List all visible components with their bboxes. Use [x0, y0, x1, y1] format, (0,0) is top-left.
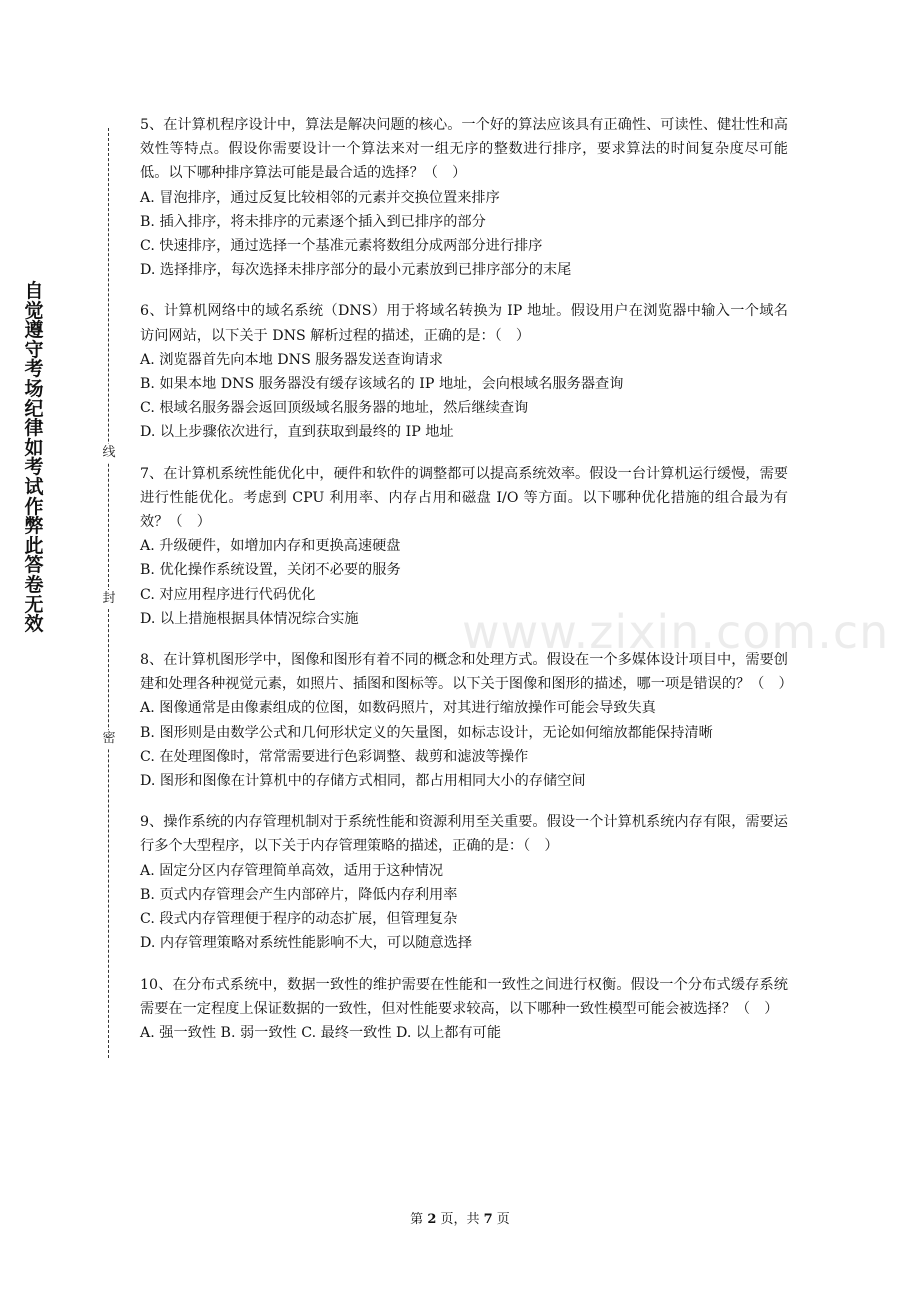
watermark: www.zixin.com.cn	[462, 605, 890, 659]
binding-mark-seal: 封	[102, 591, 116, 606]
option-d: D. 内存管理策略对系统性能影响不大，可以随意选择	[140, 935, 473, 952]
footer-prefix: 第	[410, 1212, 428, 1227]
question-6	[140, 299, 788, 444]
option-d: D. 图形和图像在计算机中的存储方式相同，都占用相同大小的存储空间	[140, 773, 586, 790]
question-7	[140, 462, 788, 631]
option-c: C. 对应用程序进行代码优化	[140, 586, 316, 603]
binding-mark-line: 线	[102, 445, 116, 460]
option-c: C. 快速排序，通过选择一个基准元素将数组分成两部分进行排序	[140, 238, 543, 255]
option-b: B. 图形则是由数学公式和几何形状定义的矢量图，如标志设计，无论如何缩放都能保持清晰	[140, 724, 713, 741]
option-a: A. 固定分区内存管理简单高效，适用于这种情况	[140, 862, 444, 879]
inline-options: A. 强一致性 B. 弱一致性 C. 最终一致性 D. 以上都有可能	[140, 1024, 502, 1041]
exam-discipline-notice: 自觉遵守考场纪律如考试作弊此答卷无效	[24, 280, 44, 636]
option-b: B. 页式内存管理会产生内部碎片，降低内存利用率	[140, 886, 458, 903]
question-10	[140, 973, 788, 1046]
option-a: A. 升级硬件，如增加内存和更换高速硬盘	[140, 538, 401, 555]
option-d: D. 以上措施根据具体情况综合实施	[140, 610, 359, 627]
option-a: A. 浏览器首先向本地 DNS 服务器发送查询请求	[140, 351, 443, 368]
question-stem: 5、在计算机程序设计中，算法是解决问题的核心。一个好的算法应该具有正确性、可读性、健壮性和高效性等特点。假设你需要设计一个算法来对一组无序的整数进行排序，要求算法的时间复杂度尽可能低。以下哪种排序算法可能是最合适的选择？（ ）	[140, 117, 788, 182]
footer-suffix: 页	[492, 1212, 510, 1227]
total-page-number: 7	[483, 1212, 493, 1227]
footer-middle: 页，共	[436, 1212, 484, 1227]
option-b: B. 优化操作系统设置，关闭不必要的服务	[140, 562, 401, 579]
question-stem: 8、在计算机图形学中，图像和图形有着不同的概念和处理方式。假设在一个多媒体设计项目中，需要创建和处理各种视觉元素，如照片、插图和图标等。以下关于图像和图形的描述，哪一项是错误的？（ ）	[140, 652, 793, 693]
question-9	[140, 810, 788, 955]
question-5	[140, 113, 788, 282]
option-c: C. 在处理图像时，常常需要进行色彩调整、裁剪和滤波等操作	[140, 748, 529, 765]
question-list	[140, 113, 793, 1062]
option-c: C. 段式内存管理便于程序的动态扩展，但管理复杂	[140, 911, 458, 928]
question-stem: 6、计算机网络中的域名系统（DNS）用于将域名转换为 IP 地址。假设用户在浏览器中输入一个域名访问网站，以下关于 DNS 解析过程的描述，正确的是：（ ）	[140, 303, 788, 344]
option-a: A. 图像通常是由像素组成的位图，如数码照片，对其进行缩放操作可能会导致失真	[140, 700, 656, 717]
option-d: D. 选择排序，每次选择未排序部分的最小元素放到已排序部分的末尾	[140, 262, 572, 279]
binding-mark-secret: 密	[102, 731, 116, 746]
question-8	[140, 648, 793, 793]
page-footer	[0, 1208, 920, 1227]
option-b: B. 插入排序，将未排序的元素逐个插入到已排序的部分	[140, 213, 486, 230]
question-stem: 7、在计算机系统性能优化中，硬件和软件的调整都可以提高系统效率。假设一台计算机运行缓慢，需要进行性能优化。考虑到 CPU 利用率、内存占用和磁盘 I/O 等方面。以下哪种优化措施的组合最为有效？（ ）	[140, 465, 788, 531]
question-stem: 9、操作系统的内存管理机制对于系统性能和资源利用至关重要。假设一个计算机系统内存有限，需要运行多个大型程序，以下关于内存管理策略的描述，正确的是：（ ）	[140, 814, 788, 855]
option-b: B. 如果本地 DNS 服务器没有缓存该域名的 IP 地址，会向根域名服务器查询	[140, 376, 624, 393]
option-d: D. 以上步骤依次进行，直到获取到最终的 IP 地址	[140, 424, 454, 441]
option-c: C. 根域名服务器会返回顶级域名服务器的地址，然后继续查询	[140, 400, 529, 417]
question-stem: 10、在分布式系统中，数据一致性的维护需要在性能和一致性之间进行权衡。假设一个分布式缓存系统需要在一定程度上保证数据的一致性，但对性能要求较高，以下哪种一致性模型可能会被选择？（ ）	[140, 976, 788, 1017]
current-page-number: 2	[427, 1212, 437, 1227]
option-a: A. 冒泡排序，通过反复比较相邻的元素并交换位置来排序	[140, 189, 500, 206]
